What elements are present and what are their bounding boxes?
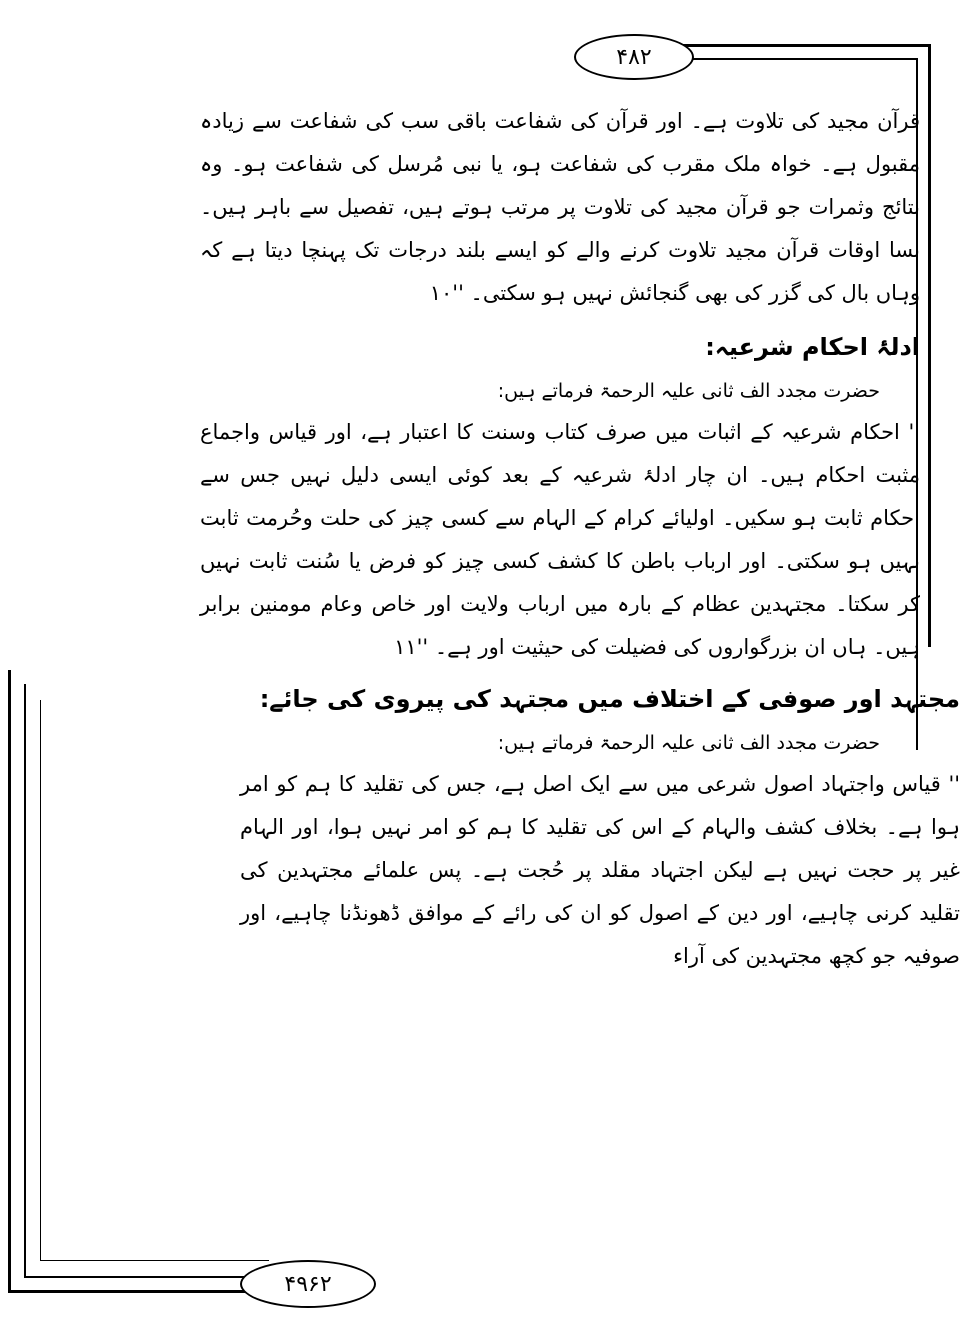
section-1-intro: حضرت مجدد الف ثانی علیہ الرحمۃ فرماتے ہیں: xyxy=(497,380,880,402)
section-legal-sources xyxy=(200,323,920,669)
section-1-heading: ادلۂ احکام شرعیہ: xyxy=(705,333,920,361)
page-number-bottom-text: ۴۹۶۲ xyxy=(284,1271,332,1297)
section-1-quote: '' احکام شرعیہ کے اثبات میں صرف کتاب وسنت کا اعتبار ہے، اور قیاس واجماع مثبت احکام ہیں۔ ان چار ادلۂ شرعیہ کے بعد کوئی ایسی دلیل نہیں جس سے احکام ثابت ہو سکیں۔ اولیائے کرام کے الہام سے کسی چیز کی حلت وحُرمت ثابت نہیں ہو سکتی۔ اور ارباب باطن کا کشف کسی چیز کو فرض یا سُنت ثابت نہیں کر سکتا۔ مجتہدین عظام کے بارہ میں ارباب ولایت اور خاص وعام مومنین برابر ہیں۔ ہاں ان بزرگواروں کی فضیلت کی حیثیت اور ہے۔ ''۱۱ xyxy=(200,420,920,659)
page-number-top xyxy=(574,34,694,80)
page-number-top-text: ۴۸۲ xyxy=(616,44,652,70)
section-2-heading: مجتہد اور صوفی کے اختلاف میں مجتہد کی پیروی کی جائے: xyxy=(259,685,960,713)
paragraph-1: قرآن مجید کی تلاوت ہے۔ اور قرآن کی شفاعت باقی سب کی شفاعت سے زیادہ مقبول ہے۔ خواہ ملک مقرب کی شفاعت ہو، یا نبی مُرسل کی شفاعت ہو۔ وہ نتائج وثمرات جو قرآن مجید کی تلاوت پر مرتب ہوتے ہیں، تفصیل سے باہر ہیں۔ بسا اوقات قرآن مجید تلاوت کرنے والے کو ایسے بلند درجات تک پہنچا دیتا ہے کہ وہاں بال کی گزر کی بھی گنجائش نہیں ہو سکتی۔ ''۱۰ xyxy=(200,109,920,305)
section-mujtahid-sufi xyxy=(200,675,960,978)
page-number-bottom xyxy=(240,1260,376,1308)
section-2-intro: حضرت مجدد الف ثانی علیہ الرحمۃ فرماتے ہیں: xyxy=(497,732,880,754)
section-2-quote: '' قیاس واجتہاد اصول شرعی میں سے ایک اصل ہے، جس کی تقلید کا ہم کو امر ہوا ہے۔ بخلاف کشف والہام کے اس کی تقلید کا ہم کو امر نہیں ہوا، اور الہام غیر پر حجت نہیں ہے لیکن اجتہاد مقلد پر حُجت ہے۔ پس علمائے مجتہدین کی تقلید کرنی چاہیے، اور دین کے اصول کو ان کی رائے کے موافق ڈھونڈنا چاہیے، اور صوفیہ جو کچھ مجتہدین کی آراء xyxy=(240,772,960,968)
page-body xyxy=(200,100,960,978)
